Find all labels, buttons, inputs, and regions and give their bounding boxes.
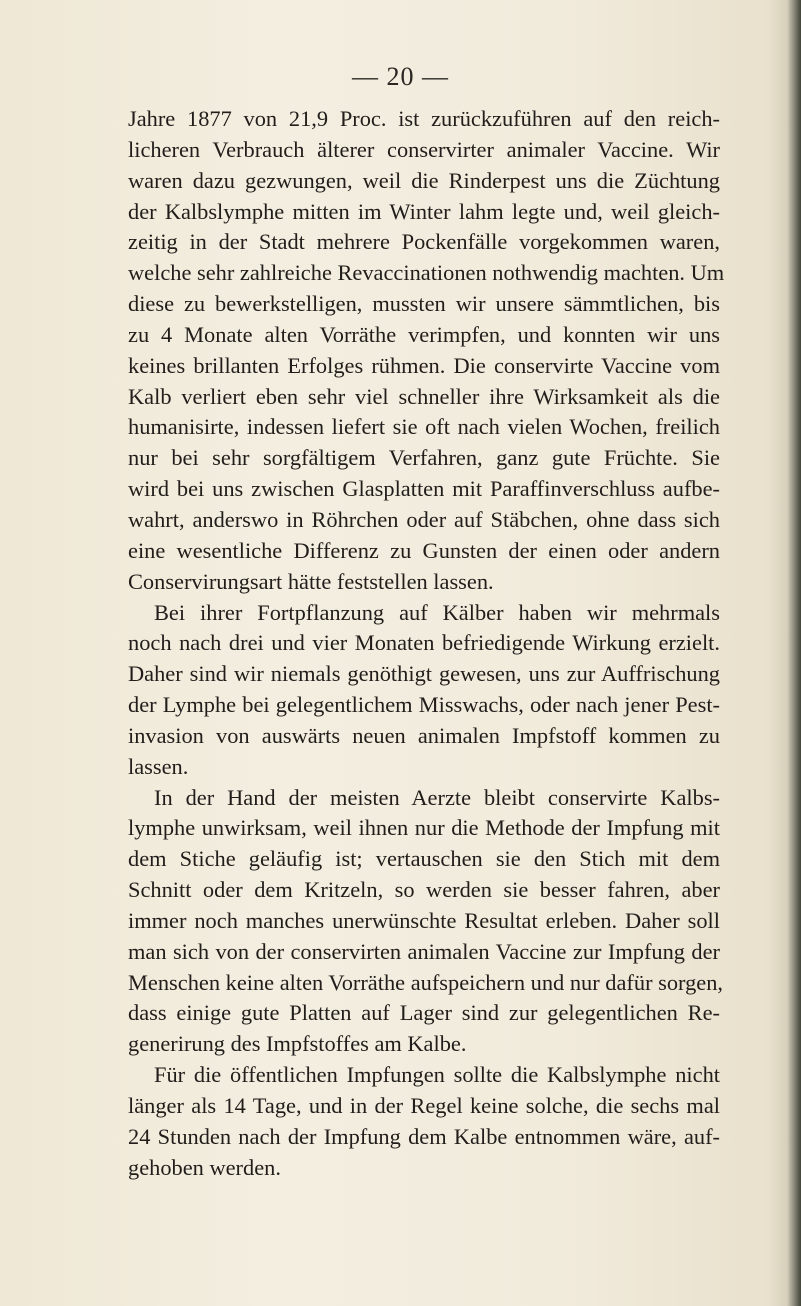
text-line: dem Stiche geläufig ist; vertauschen sie den Stich mit dem: [128, 846, 720, 872]
text-line: 24 Stunden nach der Impfung dem Kalbe entnommen wäre, auf-: [128, 1123, 720, 1149]
text-line: immer noch manches unerwünschte Resultat erleben. Daher soll: [128, 907, 720, 933]
text-line: lassen.: [128, 753, 189, 779]
text-line: wird bei uns zwischen Glasplatten mit Paraffinverschluss aufbe-: [128, 476, 720, 502]
text-line: invasion von auswärts neuen animalen Impfstoff kommen zu: [128, 722, 720, 748]
text-line: keines brillanten Erfolges rühmen. Die conservirte Vaccine vom: [128, 352, 720, 378]
text-line: Bei ihrer Fortpflanzung auf Kälber haben wir mehrmals: [154, 599, 720, 625]
text-line: zu 4 Monate alten Vorräthe verimpfen, und konnten wir uns: [128, 321, 720, 347]
text-line: lymphe unwirksam, weil ihnen nur die Methode der Impfung mit: [128, 815, 720, 841]
paragraph-4: [128, 1060, 720, 1183]
text-line: Schnitt oder dem Kritzeln, so werden sie besser fahren, aber: [128, 877, 720, 903]
text-line: licheren Verbrauch älterer conservirter animaler Vaccine. Wir: [128, 136, 720, 162]
text-line: nur bei sehr sorgfältigem Verfahren, ganz gute Früchte. Sie: [128, 445, 720, 471]
paragraph-2: [128, 598, 720, 783]
text-line: generirung des Impfstoffes am Kalbe.: [128, 1031, 467, 1057]
text-line: Conservirungsart hätte feststellen lassen.: [128, 568, 494, 594]
text-line: Daher sind wir niemals genöthigt gewesen, uns zur Auffrischung: [128, 661, 720, 687]
text-line: der Kalbslymphe mitten im Winter lahm legte und, weil gleich-: [128, 198, 720, 224]
text-line: Menschen keine alten Vorräthe aufspeichern und nur dafür sorgen,: [128, 969, 724, 995]
page-number: — 20 —: [352, 62, 449, 91]
text-line: eine wesentliche Differenz zu Gunsten der einen oder andern: [128, 537, 720, 563]
text-line: humanisirte, indessen liefert sie oft nach vielen Wochen, freilich: [128, 414, 720, 440]
text-line: länger als 14 Tage, und in der Regel keine solche, die sechs mal: [128, 1093, 720, 1118]
text-line: zeitig in der Stadt mehrere Pockenfälle vorgekommen waren,: [128, 229, 720, 255]
paragraph-3: [128, 783, 724, 1061]
text-line: man sich von der conservirten animalen Vaccine zur Impfung der: [128, 938, 720, 964]
text-line: noch nach drei und vier Monaten befriedigende Wirkung erzielt.: [128, 630, 720, 656]
text-line: waren dazu gezwungen, weil die Rinderpest uns die Züchtung: [128, 167, 720, 193]
page-edge-shadow: [787, 0, 801, 1306]
text-line: der Lymphe bei gelegentlichem Misswachs, oder nach jener Pest-: [128, 692, 720, 718]
text-line: welche sehr zahlreiche Revaccinationen nothwendig machten. Um: [128, 260, 725, 286]
text-line: diese zu bewerkstelligen, mussten wir unsere sämmtlichen, bis: [128, 291, 720, 317]
text-line: Kalb verliert eben sehr viel schneller ihre Wirksamkeit als die: [128, 383, 720, 409]
text-line: wahrt, anderswo in Röhrchen oder auf Stäbchen, ohne dass sich: [128, 506, 720, 532]
paragraph-1: [128, 104, 725, 598]
body-text: [128, 104, 725, 1184]
text-line: dass einige gute Platten auf Lager sind zur gelegentlichen Re-: [128, 1000, 720, 1026]
text-line: Jahre 1877 von 21,9 Proc. ist zurückzuführen auf den reich-: [128, 106, 720, 131]
text-line: In der Hand der meisten Aerzte bleibt conservirte Kalbs-: [154, 784, 720, 810]
text-line: gehoben werden.: [128, 1154, 281, 1180]
text-line: Für die öffentlichen Impfungen sollte die Kalbslymphe nicht: [154, 1062, 720, 1088]
